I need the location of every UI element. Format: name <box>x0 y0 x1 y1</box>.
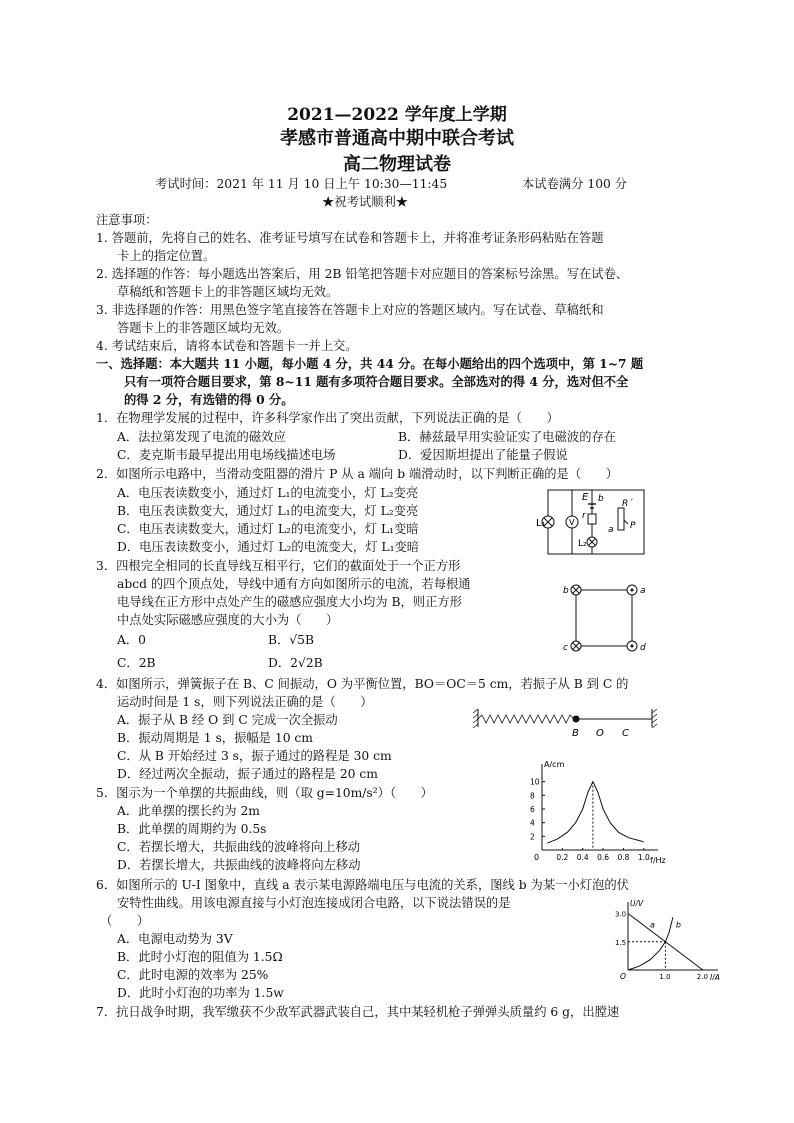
q2-label-a: a <box>608 525 614 535</box>
q3-option-a: A．0 <box>117 633 147 647</box>
q1-option-c: C．麦克斯韦最早提出用电场线描述电场 <box>117 448 336 462</box>
title-subject: 高二物理试卷 <box>343 154 451 175</box>
x-tick-label: 0.8 <box>617 853 630 862</box>
q3-label-d: d <box>640 643 646 653</box>
q4-line-1: 4．如图所示，弹簧振子在 B、C 间振动，O 为平衡位置，BO＝OC＝5 cm，若振子从 B 到 C 的 <box>96 677 629 691</box>
note-1b: 卡上的指定位置。 <box>117 249 216 263</box>
origin-label: O <box>620 972 626 980</box>
x-tick-label: 0.4 <box>576 853 589 862</box>
q3-label-a: a <box>640 586 646 596</box>
section1-l1: 一、选择题：本大题共 11 小题，每小题 4 分，共 44 分。在每小题给出的四个选项中，第 1~7 题 <box>96 356 644 371</box>
q3-line-3: 电导线在正方形中点处产生的磁感应强度大小均为 B，则正方形 <box>117 595 462 609</box>
note-2a: 2. 选择题的作答：每小题选出答案后，用 2B 铅笔把答题卡对应题目的答案标号涂黑。写在试卷、 <box>96 267 629 281</box>
q4-label-o: O <box>596 728 604 739</box>
q6-option-b: B．此时小灯泡的阻值为 1.5Ω <box>117 950 283 964</box>
q3-option-d: D．2√2B <box>268 656 323 670</box>
exam-time: 考试时间：2021 年 11 月 10 日上午 10:30—11:45 <box>155 177 448 191</box>
q2-label-v: V <box>569 518 575 527</box>
full-score: 本试卷满分 100 分 <box>522 177 628 191</box>
q4-line-2: 运动时间是 1 s，则下列说法正确的是（ ） <box>117 695 373 709</box>
series-b-label: b <box>675 920 681 930</box>
q3-line-1: 3．四根完全相同的长直导线互相平行，它们的截面处于一个正方形 <box>96 559 461 573</box>
x-tick-label: 2.0 <box>696 973 708 980</box>
section1-l3: 的得 2 分，有选错的得 0 分。 <box>124 392 294 407</box>
y-tick-label: 3.0 <box>615 910 627 919</box>
title-exam: 孝感市普通高中期中联合考试 <box>280 128 514 149</box>
q3-label-b: b <box>563 586 569 596</box>
q2-option-a: A．电压表读数变小，通过灯 L₁的电流变小，灯 L₂变亮 <box>117 486 419 500</box>
q1-option-d: D．爱因斯坦提出了能量子假说 <box>398 448 568 462</box>
resonance-curve-line <box>547 782 644 844</box>
q4-option-a: A．振子从 B 经 O 到 C 完成一次全振动 <box>117 713 338 727</box>
q5-option-b: B．此单摆的周期约为 0.5s <box>117 822 267 836</box>
x-tick-label: 0.6 <box>597 853 610 862</box>
q2-label-rprime: R´ <box>622 499 633 509</box>
q5-option-c: C．若摆长增大，共振曲线的波峰将向上移动 <box>117 840 361 854</box>
q1-option-a: A．法拉第发现了电流的磁效应 <box>117 430 286 444</box>
title-year: 2021—2022 学年度上学期 <box>287 105 507 125</box>
q3-line-2: abcd 的四个顶点处，导线中通有方向如图所示的电流，若每根通 <box>117 577 471 591</box>
wish: ★祝考试顺利★ <box>322 195 409 209</box>
y-tick-label: 8 <box>530 791 535 801</box>
x-tick-label: 0.2 <box>556 853 569 862</box>
q2-option-b: B．电压表读数变大，通过灯 L₁的电流变大，灯 L₂变亮 <box>117 504 419 518</box>
y-tick-label: 6 <box>530 805 535 814</box>
q6-option-c: C．此时电源的效率为 25% <box>117 968 269 982</box>
note-4: 4. 考试结束后，请将本试卷和答题卡一并上交。 <box>96 339 358 353</box>
q6-line-1: 6．如图所示的 U-I 图象中，直线 a 表示某电源路端电压与电流的关系，图线 b 为某一小灯泡的伏 <box>96 878 629 892</box>
q1-stem: 1．在物理学发展的过程中，许多科学家作出了突出贡献，下列说法正确的是（ ） <box>96 411 559 425</box>
q2-option-c: C．电压表读数变大，通过灯 L₂的电流变小，灯 L₁变暗 <box>117 522 419 536</box>
q2-label-l2: L₂ <box>578 539 587 549</box>
q4-option-b: B．振动周期是 1 s，振幅是 10 cm <box>117 731 313 745</box>
series-a-label: a <box>650 920 655 930</box>
q2-label-e: E <box>582 492 589 503</box>
x-tick-label: 1.0 <box>637 853 650 862</box>
q4-spring-oscillator-diagram <box>472 705 660 741</box>
q2-label-p: P <box>630 521 636 531</box>
q3-option-c: C．2B <box>117 656 156 670</box>
q2-circuit-diagram <box>532 484 652 560</box>
q2-label-r: r <box>582 511 586 521</box>
y-tick-label: 1.5 <box>615 938 627 947</box>
y-tick-label: 2 <box>530 832 535 842</box>
q6-ui-graph <box>614 898 724 980</box>
y-axis-label: A/cm <box>544 760 565 769</box>
q5-option-a: A．此单摆的摆长约为 2m <box>117 804 260 818</box>
y-tick-label: 10 <box>530 777 540 787</box>
q4-option-c: C．从 B 开始经过 3 s，振子通过的路程是 30 cm <box>117 749 392 763</box>
q4-option-d: D．经过两次全振动，振子通过的路程是 20 cm <box>117 767 378 781</box>
q2-option-d: D．电压表读数变小，通过灯 L₂的电流变大，灯 L₁变暗 <box>117 540 420 554</box>
x-tick-label: 1.0 <box>659 973 671 980</box>
q3-line-4: 中点处实际磁感应强度的大小为（ ） <box>117 613 339 627</box>
q3-square-wires-diagram <box>562 580 652 654</box>
q2-label-b: b <box>598 494 604 504</box>
q5-resonance-chart <box>524 758 674 864</box>
q7-line-1: 7．抗日战争时期，我军缴获不少敌军武器武装自己，其中某轻机枪子弹弹头质量约 6 g，出膛速 <box>96 1005 620 1019</box>
y-axis-label: U/V <box>630 899 644 908</box>
q4-label-b: B <box>572 728 579 739</box>
q6-line-2: 安特性曲线。用该电源直接与小灯泡连接成闭合电路，以下说法错误的是 <box>117 896 511 910</box>
origin-label: 0 <box>534 853 540 862</box>
q1-option-b: B．赫兹最早用实验证实了电磁波的存在 <box>398 430 617 444</box>
notes-heading: 注意事项： <box>96 213 158 227</box>
q5-stem: 5．图示为一个单摆的共振曲线，则（取 g=10m/s²）（ ） <box>96 786 433 800</box>
q6-line-3: （ ） <box>100 914 150 928</box>
note-3b: 答题卡上的非答题区域均无效。 <box>117 321 290 335</box>
q3-label-c: c <box>563 643 568 653</box>
x-axis-label: I/A <box>710 973 720 980</box>
q2-label-l1: L₁ <box>536 518 546 529</box>
note-3a: 3. 非选择题的作答：用黑色签字笔直接答在答题卡上对应的答题区域内。写在试卷、草稿纸和 <box>96 303 604 317</box>
q3-option-b: B．√5B <box>268 633 315 647</box>
q5-option-d: D．若摆长增大，共振曲线的波峰将向左移动 <box>117 858 361 872</box>
section1-l2: 只有一项符合题目要求，第 8~11 题有多项符合题目要求。全部选对的得 4 分，选对但不全 <box>124 374 629 389</box>
q2-stem: 2．如图所示电路中，当滑动变阻器的滑片 P 从 a 端向 b 端滑动时，以下判断正确的是（ ） <box>96 467 619 481</box>
q6-option-d: D．此时小灯泡的功率为 1.5w <box>117 986 284 1000</box>
note-2b: 草稿纸和答题卡上的非答题区域均无效。 <box>117 285 339 299</box>
note-1a: 1. 答题前，先将自己的姓名、准考证号填写在试卷和答题卡上，并将准考证条形码粘贴在答题 <box>96 231 604 245</box>
x-axis-label: f/Hz <box>650 856 666 864</box>
q6-option-a: A．电源电动势为 3V <box>117 932 233 946</box>
q4-label-c: C <box>622 728 629 739</box>
y-tick-label: 4 <box>530 818 535 828</box>
